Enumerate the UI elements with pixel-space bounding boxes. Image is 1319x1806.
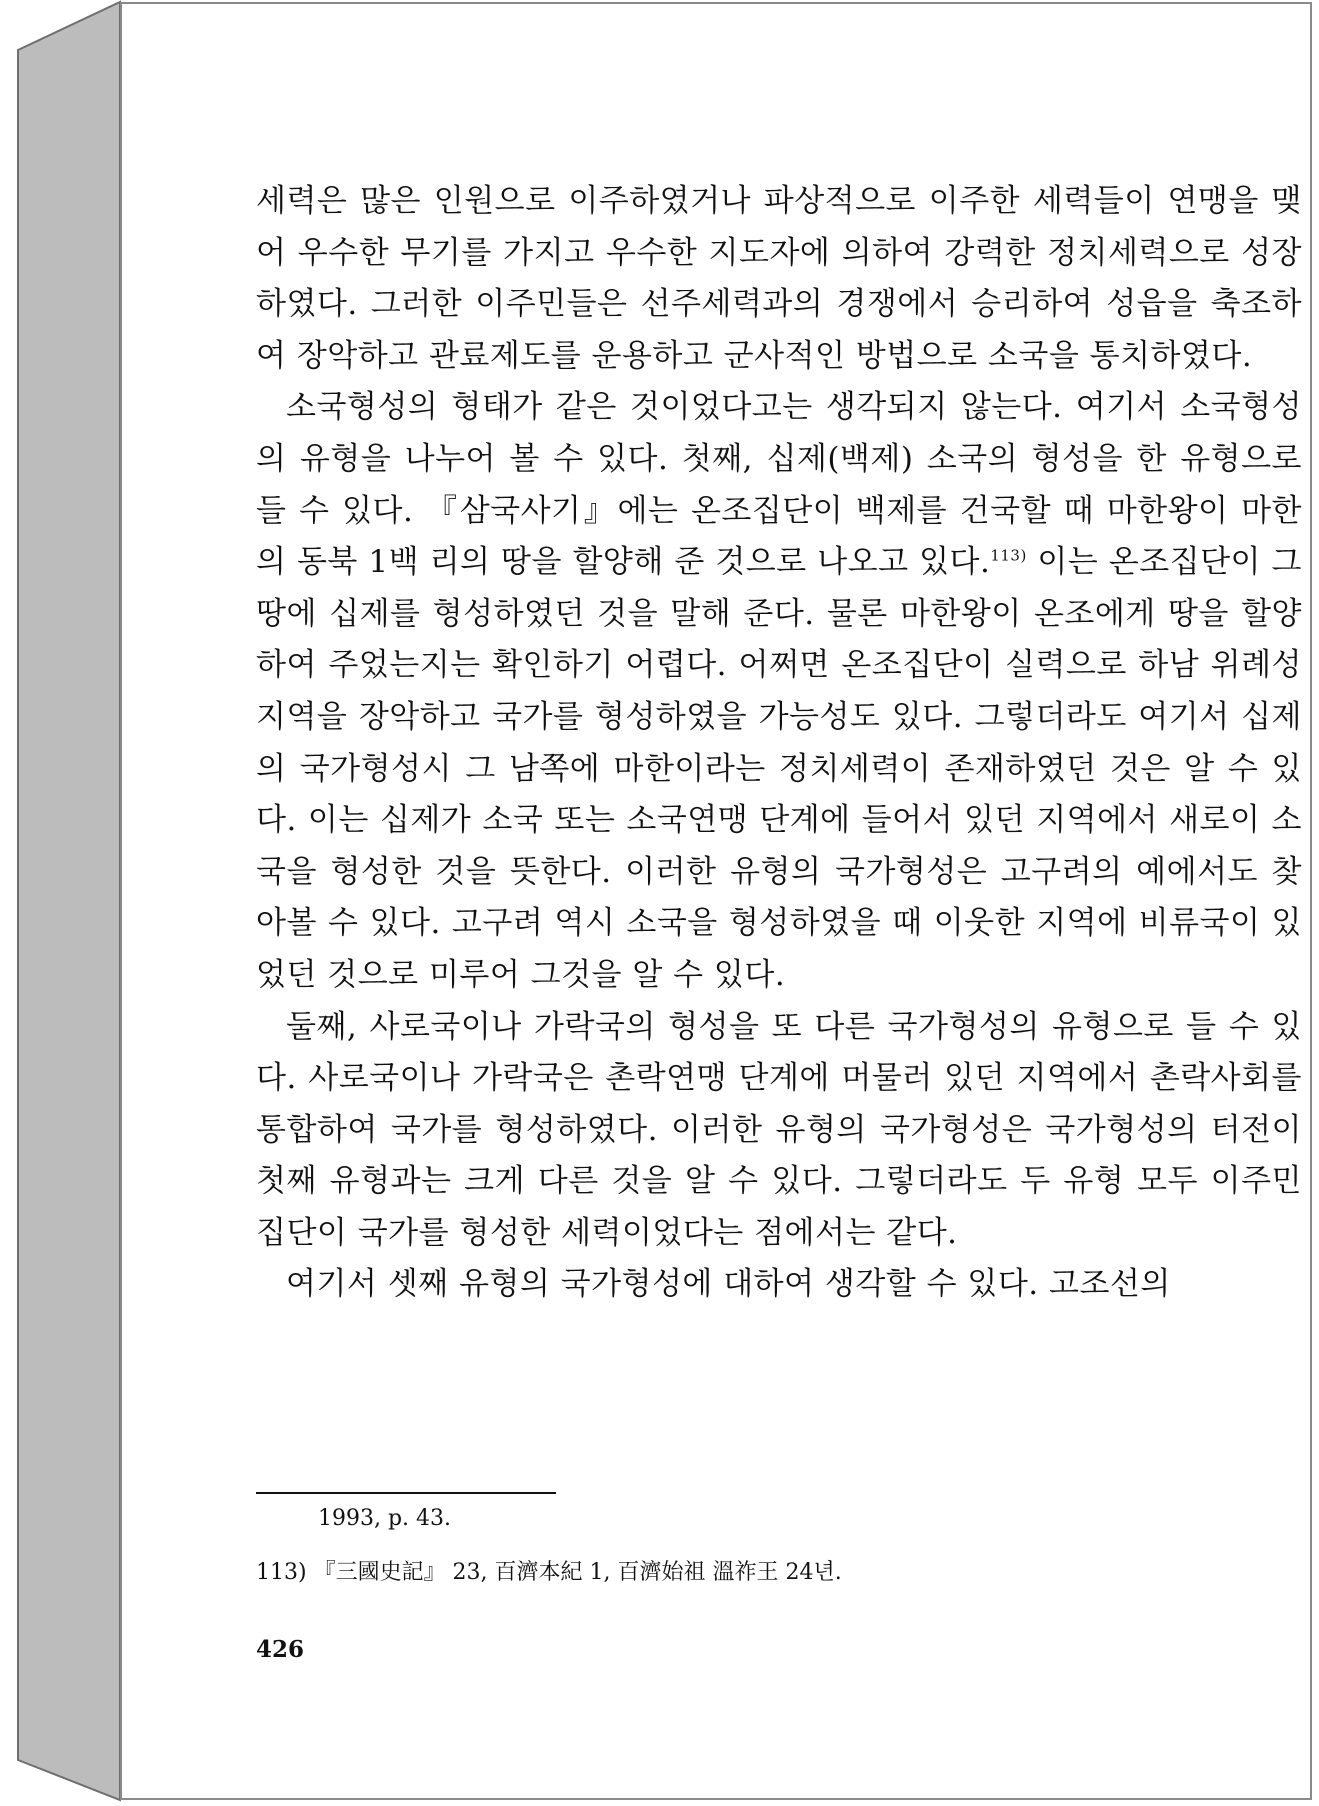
page-number: 426 (256, 1636, 305, 1663)
footnote-reference-113: 113) (990, 546, 1027, 565)
paragraph-2 (256, 382, 1302, 1001)
paragraph-2-text-a: 소국형성의 형태가 같은 것이었다고는 생각되지 않는다. 여기서 소국형성의 유형을 나누어 볼 수 있다. 첫째, 십제(백제) 소국의 형성을 한 유형으로 들 수 있다. 『삼국사기』에는 온조집단이 백제를 건국할 때 마한왕이 마한의 동북 1백 리의 땅을 할양해 준 것으로 나오고 있다. (256, 389, 1302, 581)
paragraph-2-text-b: 이는 온조집단이 그 땅에 십제를 형성하였던 것을 말해 준다. 물론 마한왕이 온조에게 땅을 할양하여 주었는지는 확인하기 어렵다. 어쩌면 온조집단이 실력으로 하남 위례성 지역을 장악하고 국가를 형성하였을 가능성도 있다. 그렇더라도 여기서 십제의 국가형성시 그 남쪽에 마한이라는 정치세력이 존재하였던 것은 알 수 있다. 이는 십제가 소국 또는 소국연맹 단계에 들어서 있던 지역에서 새로이 소국을 형성한 것을 뜻한다. 이러한 유형의 국가형성은 고구려의 예에서도 찾아볼 수 있다. 고구려 역시 소국을 형성하였을 때 이웃한 지역에 비류국이 있었던 것으로 미루어 그것을 알 수 있다. (256, 544, 1302, 993)
paragraph-1: 세력은 많은 인원으로 이주하였거나 파상적으로 이주한 세력들이 연맹을 맺어 우수한 무기를 가지고 우수한 지도자에 의하여 강력한 정치세력으로 성장하였다. 그러한 이주민들은 선주세력과의 경쟁에서 승리하여 성읍을 축조하여 장악하고 관료제도를 운용하고 군사적인 방법으로 소국을 통치하였다. (256, 183, 1302, 374)
footnote-continuation: 1993, p. 43. (318, 1506, 452, 1531)
paragraph-3: 둘째, 사로국이나 가락국의 형성을 또 다른 국가형성의 유형으로 들 수 있다. 사로국이나 가락국은 촌락연맹 단계에 머물러 있던 지역에서 촌락사회를 통합하여 국가를 형성하였다. 이러한 유형의 국가형성은 국가형성의 터전이 첫째 유형과는 크게 다른 것을 알 수 있다. 그렇더라도 두 유형 모두 이주민집단이 국가를 형성한 세력이었다는 점에서는 같다. (256, 1008, 1302, 1251)
body-text (256, 176, 1302, 1311)
footnote-divider (256, 1492, 556, 1494)
book-page (120, 2, 1312, 1800)
footnote-113: 113) 『三國史記』 23, 百濟本紀 1, 百濟始祖 溫祚王 24년. (256, 1560, 842, 1585)
paragraph-4: 여기서 셋째 유형의 국가형성에 대하여 생각할 수 있다. 고조선의 (286, 1266, 1171, 1303)
